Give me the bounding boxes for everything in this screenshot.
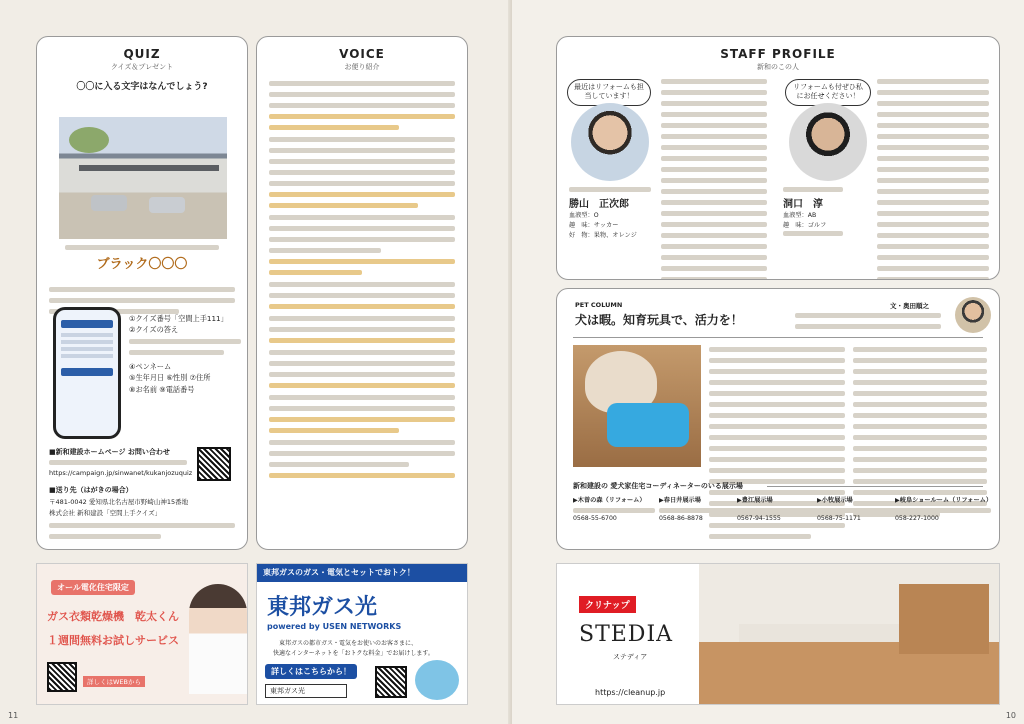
pet-author-credit	[795, 313, 941, 335]
mail-address: 〒481-0042 愛知県北名古屋市野崎山神15番地	[49, 498, 189, 506]
gas-banner-top: オール電化住宅限定	[51, 580, 135, 595]
mascot-icon	[415, 660, 459, 700]
page-number-right: 10	[1005, 711, 1016, 720]
page-number-left: 11	[8, 711, 19, 720]
gas-banner-line1: ガス衣類乾燥機 乾太くん	[47, 610, 179, 623]
pet-column-label: PET COLUMN	[575, 301, 623, 309]
voice-letters	[269, 81, 455, 485]
quiz-phone-mockup	[53, 307, 121, 439]
toho-banner-qr[interactable]	[375, 666, 407, 698]
staff1-bio	[661, 79, 767, 280]
quiz-step: ⑤生年月日 ⑥性別 ⑦住所	[129, 373, 211, 383]
cleanup-logo: クリナップ	[579, 596, 636, 613]
voice-subtitle: お便り紹介	[344, 63, 380, 71]
staff1-info-row: 好 物：果物、オレンジ	[569, 232, 637, 239]
quiz-steps	[129, 313, 241, 395]
right-page	[512, 0, 1024, 724]
toho-search-box[interactable]: 東邦ガス光	[265, 684, 347, 698]
toho-banner-cta[interactable]: 詳しくはこちらから！	[265, 664, 357, 679]
showroom-item[interactable]: ▶木曽の森（リフォーム） 0568-55-6700	[573, 497, 655, 524]
staff2-info-row: 趣 味：ゴルフ	[783, 222, 827, 229]
staff-title: STAFF PROFILE	[720, 47, 836, 61]
quiz-answer-blank: ブラック〇〇〇	[96, 257, 188, 272]
showroom-rule	[767, 486, 983, 487]
cleanup-stedia-ad[interactable]	[556, 563, 1000, 705]
staff1-photo	[571, 103, 649, 181]
staff1-info-row: 趣 味：サッカー	[569, 222, 619, 229]
author-avatar	[955, 297, 991, 333]
staff2-bio	[877, 79, 989, 280]
dog-toy-photo	[573, 345, 701, 467]
staff1-name: 勝山 正次郎	[569, 199, 629, 210]
apply-title: ■新和建設ホームページ お問い合わせ	[49, 448, 170, 456]
stedia-product-name: STEDIA	[579, 622, 674, 647]
staff1-bubble: 最近はリフォームも担当しています！	[567, 79, 651, 106]
showroom-label: 新和建設の 愛犬家住宅コーディネーターのいる展示場	[573, 482, 743, 490]
gas-banner-line2: １週間無料お試しサービス	[47, 634, 179, 647]
toho-banner-top: 東邦ガスのガス・電気とセットでおトク！	[257, 564, 467, 582]
pet-divider	[573, 337, 983, 338]
mail-title: ■送り先（はがきの場合）	[49, 486, 133, 494]
gas-banner-web[interactable]: 詳しくはWEBから	[83, 676, 145, 687]
staff2-info-row	[783, 231, 843, 242]
cleanup-url[interactable]: https://cleanup.jp	[595, 688, 666, 697]
quiz-panel	[36, 36, 248, 550]
quiz-step: ⑧お名前 ⑨電話番号	[129, 384, 195, 394]
staff-subtitle: 新和のこの人	[757, 63, 799, 71]
showroom-item[interactable]: ▶岐阜ショールーム（リフォーム） 058-227-1000	[895, 497, 993, 522]
mail-company: 株式会社 新和建設「空間上手クイズ」	[49, 509, 162, 517]
apply-url[interactable]: https://campaign.jp/sinwanet/kukanjozuquiz	[49, 469, 193, 477]
staff-profile-panel	[556, 36, 1000, 280]
gas-banner-qr[interactable]	[47, 662, 77, 692]
voice-title: VOICE	[339, 47, 385, 61]
quiz-subtitle: クイズ＆プレゼント	[110, 63, 174, 71]
staff2-name: 洞口 淳	[783, 199, 823, 210]
pet-column-panel	[556, 288, 1000, 550]
quiz-step: ②クイズの答え	[129, 325, 179, 335]
staff2-info-row: 血液型：AB	[783, 212, 817, 219]
quiz-qr-code[interactable]	[197, 447, 231, 481]
voice-panel	[256, 36, 468, 550]
staff2-bubble: リフォームも付ぜひ私にお任せください！	[785, 79, 871, 106]
showroom-item[interactable]: ▶春日井展示場 0568-86-8878	[659, 497, 741, 524]
toho-banner-logo: 東邦ガス光	[267, 595, 378, 620]
quiz-question: 〇〇に入る文字はなんでしょう?	[76, 82, 208, 92]
model-photo	[189, 584, 247, 694]
gas-dryer-banner[interactable]	[36, 563, 248, 705]
showroom-item[interactable]: ▶豊江展示場 0567-94-1555	[737, 497, 819, 524]
staff1-info-row: 血液型：O	[569, 212, 599, 219]
toho-banner-powered: powered by USEN NETWORKS	[267, 622, 402, 631]
showroom-item[interactable]: ▶小牧展示場 0568-75-1171	[817, 497, 899, 524]
quiz-step: ④ペンネーム	[129, 362, 172, 372]
pet-column-title: 犬は暇。知育玩具で、活力を！	[575, 313, 743, 327]
pet-author: 文・奥田順之	[890, 302, 929, 310]
quiz-step: ①クイズ番号「空間上手111」	[129, 314, 228, 323]
stedia-kana: ステディア	[613, 653, 648, 661]
quiz-title: QUIZ	[123, 47, 161, 61]
quiz-house-photo	[59, 117, 227, 239]
toho-gas-hikari-banner[interactable]	[256, 563, 468, 705]
kitchen-photo	[699, 564, 1000, 705]
toho-banner-body1: 東邦ガスの都市ガス・電気をお使いのお客さまに、	[279, 640, 418, 647]
toho-banner-body2: 快適なインターネットを「おトクな料金」でお届けします。	[273, 650, 434, 657]
staff2-photo	[789, 103, 867, 181]
